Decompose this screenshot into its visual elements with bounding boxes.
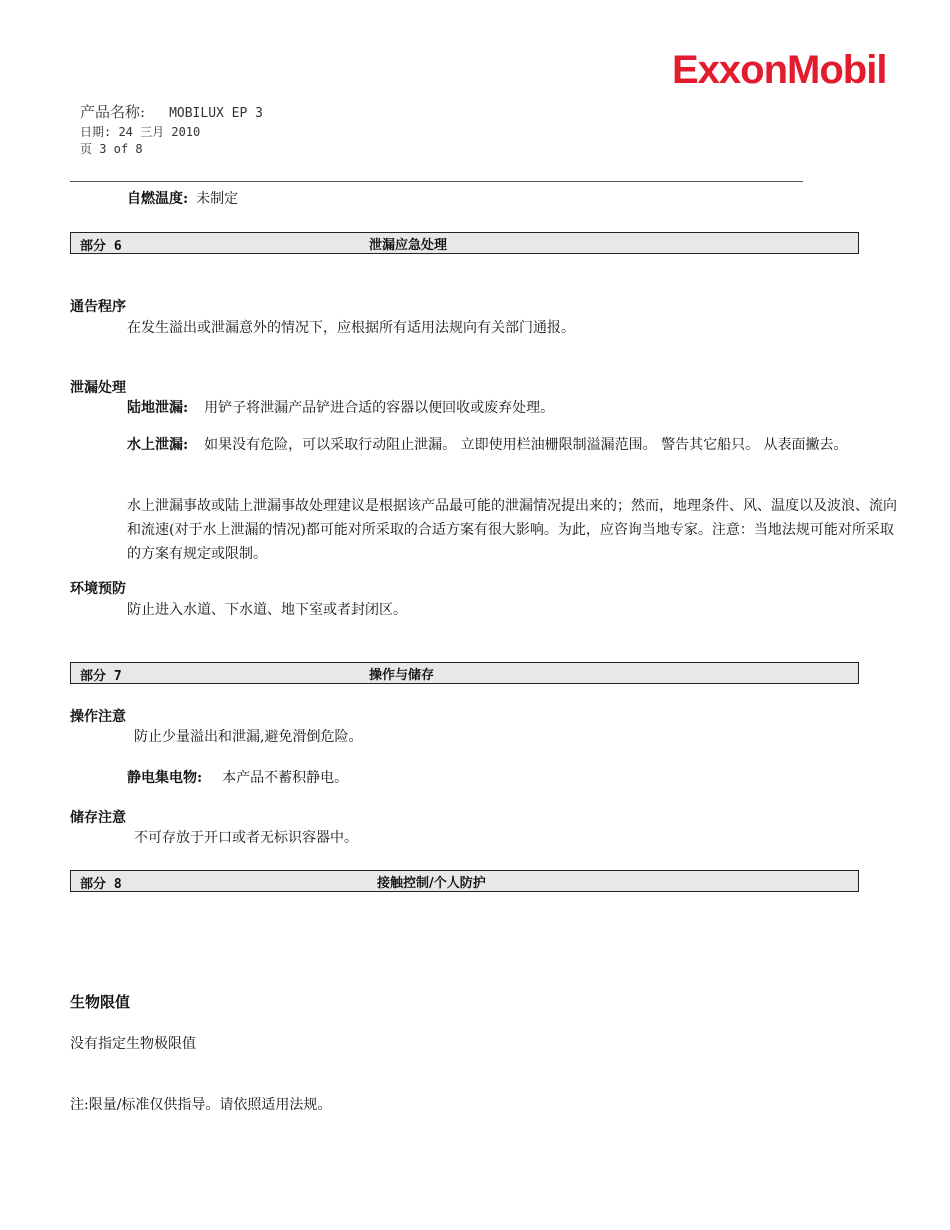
section-7-header xyxy=(70,662,859,684)
notification-text: 在发生溢出或泄漏意外的情况下，应根据所有适用法规向有关部门通报。 xyxy=(127,320,575,336)
land-spill-label: 陆地泄漏: xyxy=(127,400,189,416)
header-divider xyxy=(70,181,803,182)
water-spill-row xyxy=(127,433,897,457)
spill-heading: 泄漏处理 xyxy=(70,380,126,396)
handling-text: 防止少量溢出和泄漏,避免滑倒危险。 xyxy=(134,729,363,745)
notification-heading: 通告程序 xyxy=(70,299,126,315)
date-line: 日期: 24 三月 2010 xyxy=(80,125,201,139)
static-accumulator-row xyxy=(127,767,348,787)
autoignition-value: 未制定 xyxy=(196,191,239,207)
section-6-header xyxy=(70,232,859,254)
storage-heading: 储存注意 xyxy=(70,810,126,826)
section-8-title: 接触控制/个人防护 xyxy=(377,876,486,891)
section-6-title: 泄漏应急处理 xyxy=(369,238,448,253)
autoignition-label: 自燃温度: xyxy=(127,191,189,207)
water-spill-text: 如果没有危险，可以采取行动阻止泄漏。 立即使用栏油栅限制溢漏范围。 警告其它船只。 从表面撇去。 xyxy=(204,437,848,453)
section-7-number: 部分 7 xyxy=(80,669,122,684)
section-8-number: 部分 8 xyxy=(80,877,122,892)
product-name-line xyxy=(80,101,263,122)
biological-limits-text: 没有指定生物极限值 xyxy=(70,1036,196,1052)
section-7-title: 操作与储存 xyxy=(369,668,435,683)
section-6-number: 部分 6 xyxy=(80,239,122,254)
biological-limits-heading: 生物限值 xyxy=(70,993,131,1011)
static-accumulator-text: 本产品不蓄积静电。 xyxy=(222,770,349,786)
spill-advice-text: 水上泄漏事故或陆上泄漏事故处理建议是根据该产品最可能的泄漏情况提出来的；然而，地理条件、风、温度以及波浪、流向和流速(对于水上泄漏的情况)都可能对所采取的合适方案有很大影响。为此，应咨询当地专家。注意：当地法规可能对所采取的方案有规定或限制。 xyxy=(127,498,897,562)
product-name-label: 产品名称: xyxy=(80,103,146,121)
exxonmobil-logo: ExxonMobil xyxy=(672,48,887,92)
section-8-header xyxy=(70,870,859,892)
handling-heading: 操作注意 xyxy=(70,709,126,725)
water-spill-label: 水上泄漏: xyxy=(127,437,189,453)
product-name-value: MOBILUX EP 3 xyxy=(169,106,263,121)
environment-heading: 环境预防 xyxy=(70,581,126,597)
page-number: 页 3 of 8 xyxy=(80,142,143,156)
environment-text: 防止进入水道、下水道、地下室或者封闭区。 xyxy=(127,602,407,618)
autoignition-row xyxy=(127,188,238,208)
static-accumulator-label: 静电集电物: xyxy=(127,770,203,786)
storage-text: 不可存放于开口或者无标识容器中。 xyxy=(134,830,358,846)
limits-note-text: 注:限量/标准仅供指导。请依照适用法规。 xyxy=(70,1097,332,1113)
land-spill-text: 用铲子将泄漏产品铲进合适的容器以便回收或废弃处理。 xyxy=(204,400,555,416)
land-spill-row xyxy=(127,397,554,417)
